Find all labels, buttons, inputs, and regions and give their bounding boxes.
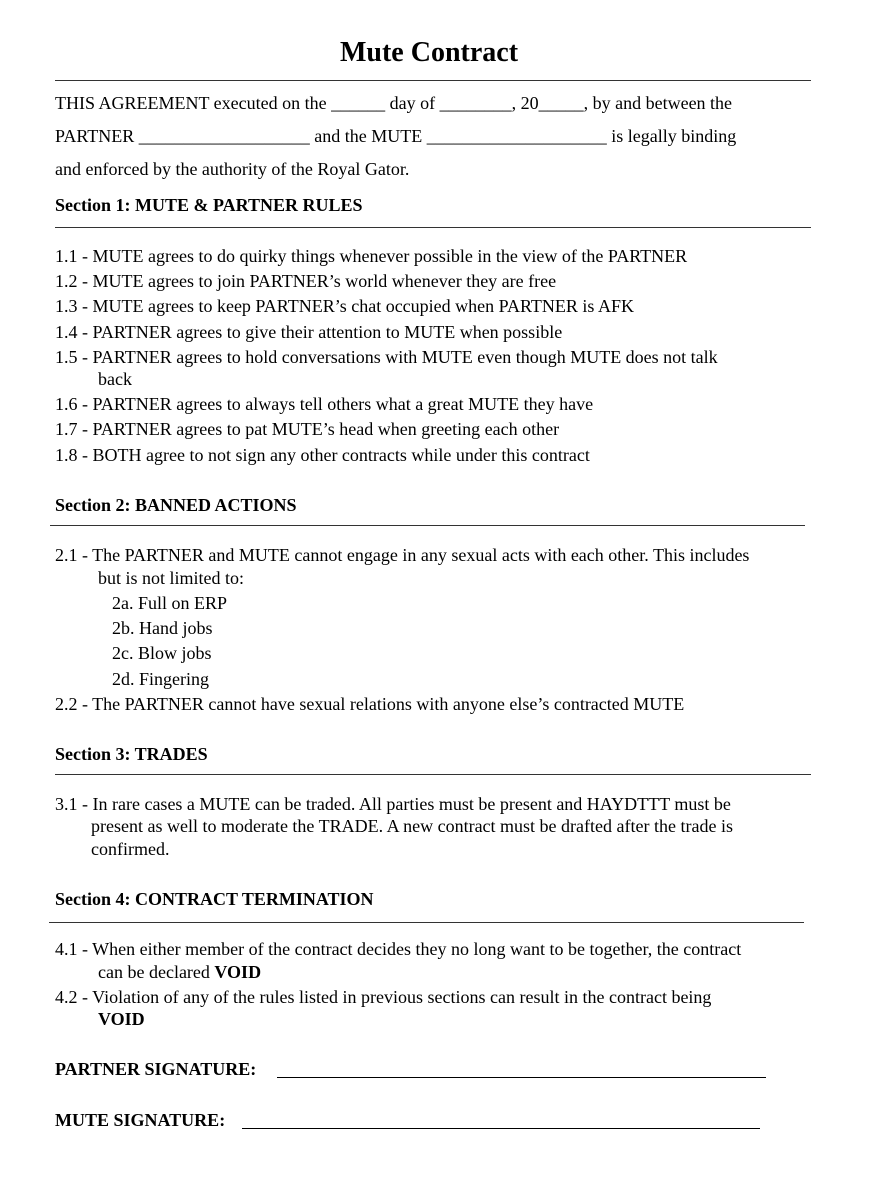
section-2-heading: Section 2: BANNED ACTIONS <box>55 495 297 515</box>
rule-1-5: 1.5 - PARTNER agrees to hold conversations with MUTE even though MUTE does not talk <box>55 347 718 367</box>
rule-1-2: 1.2 - MUTE agrees to join PARTNER’s world whenever they are free <box>55 271 557 291</box>
section-1-divider <box>55 227 811 228</box>
partner-signature-line[interactable] <box>277 1077 766 1078</box>
document-title: Mute Contract <box>339 37 519 68</box>
rule-2-1: 2.1 - The PARTNER and MUTE cannot engage in any sexual acts with each other. This includes <box>55 545 750 565</box>
section-3-heading: Section 3: TRADES <box>55 744 208 764</box>
section-1-heading: Section 1: MUTE & PARTNER RULES <box>55 195 363 215</box>
rule-2c: 2c. Blow jobs <box>112 643 212 663</box>
rule-3-1-continued-b: confirmed. <box>91 839 170 859</box>
rule-1-8: 1.8 - BOTH agree to not sign any other contracts while under this contract <box>55 445 590 465</box>
rule-4-2: 4.2 - Violation of any of the rules listed in previous sections can result in the contract being <box>55 987 712 1007</box>
mute-signature-line[interactable] <box>242 1128 760 1129</box>
rule-1-4: 1.4 - PARTNER agrees to give their attention to MUTE when possible <box>55 322 563 342</box>
rule-1-7: 1.7 - PARTNER agrees to pat MUTE’s head when greeting each other <box>55 419 560 439</box>
rule-1-1: 1.1 - MUTE agrees to do quirky things whenever possible in the view of the PARTNER <box>55 246 688 266</box>
mute-signature-label: MUTE SIGNATURE: <box>55 1110 226 1130</box>
rule-2-1-continued: but is not limited to: <box>98 568 245 588</box>
rule-4-1-text: can be declared <box>98 962 210 982</box>
rule-2b: 2b. Hand jobs <box>112 618 213 638</box>
rule-2a: 2a. Full on ERP <box>112 593 228 613</box>
rule-4-2-void: VOID <box>98 1009 145 1029</box>
rule-1-3: 1.3 - MUTE agrees to keep PARTNER’s chat occupied when PARTNER is AFK <box>55 296 634 316</box>
rule-2-2: 2.2 - The PARTNER cannot have sexual relations with anyone else’s contracted MUTE <box>55 694 685 714</box>
rule-3-1: 3.1 - In rare cases a MUTE can be traded. All parties must be present and HAYDTTT must be <box>55 794 731 814</box>
section-4-divider <box>49 922 804 923</box>
section-2-divider <box>50 525 805 526</box>
rule-1-5-continued: back <box>98 369 132 389</box>
rule-3-1-continued-a: present as well to moderate the TRADE. A new contract must be drafted after the trade is <box>91 816 733 836</box>
rule-1-6: 1.6 - PARTNER agrees to always tell others what a great MUTE they have <box>55 394 594 414</box>
partner-signature-label: PARTNER SIGNATURE: <box>55 1059 257 1079</box>
section-4-heading: Section 4: CONTRACT TERMINATION <box>55 889 374 909</box>
intro-line-1: THIS AGREEMENT executed on the ______ day of ________, 20_____, by and between the <box>55 93 733 113</box>
title-divider <box>55 80 811 81</box>
void-term: VOID <box>214 962 262 982</box>
intro-line-2: PARTNER ___________________ and the MUTE ____________________ is legally binding <box>55 126 737 146</box>
rule-4-1: 4.1 - When either member of the contract decides they no long want to be together, the contract <box>55 939 742 959</box>
rule-2d: 2d. Fingering <box>112 669 209 689</box>
rule-4-1-continued <box>98 961 261 983</box>
intro-line-3: and enforced by the authority of the Royal Gator. <box>55 159 410 179</box>
section-3-divider <box>55 774 811 775</box>
